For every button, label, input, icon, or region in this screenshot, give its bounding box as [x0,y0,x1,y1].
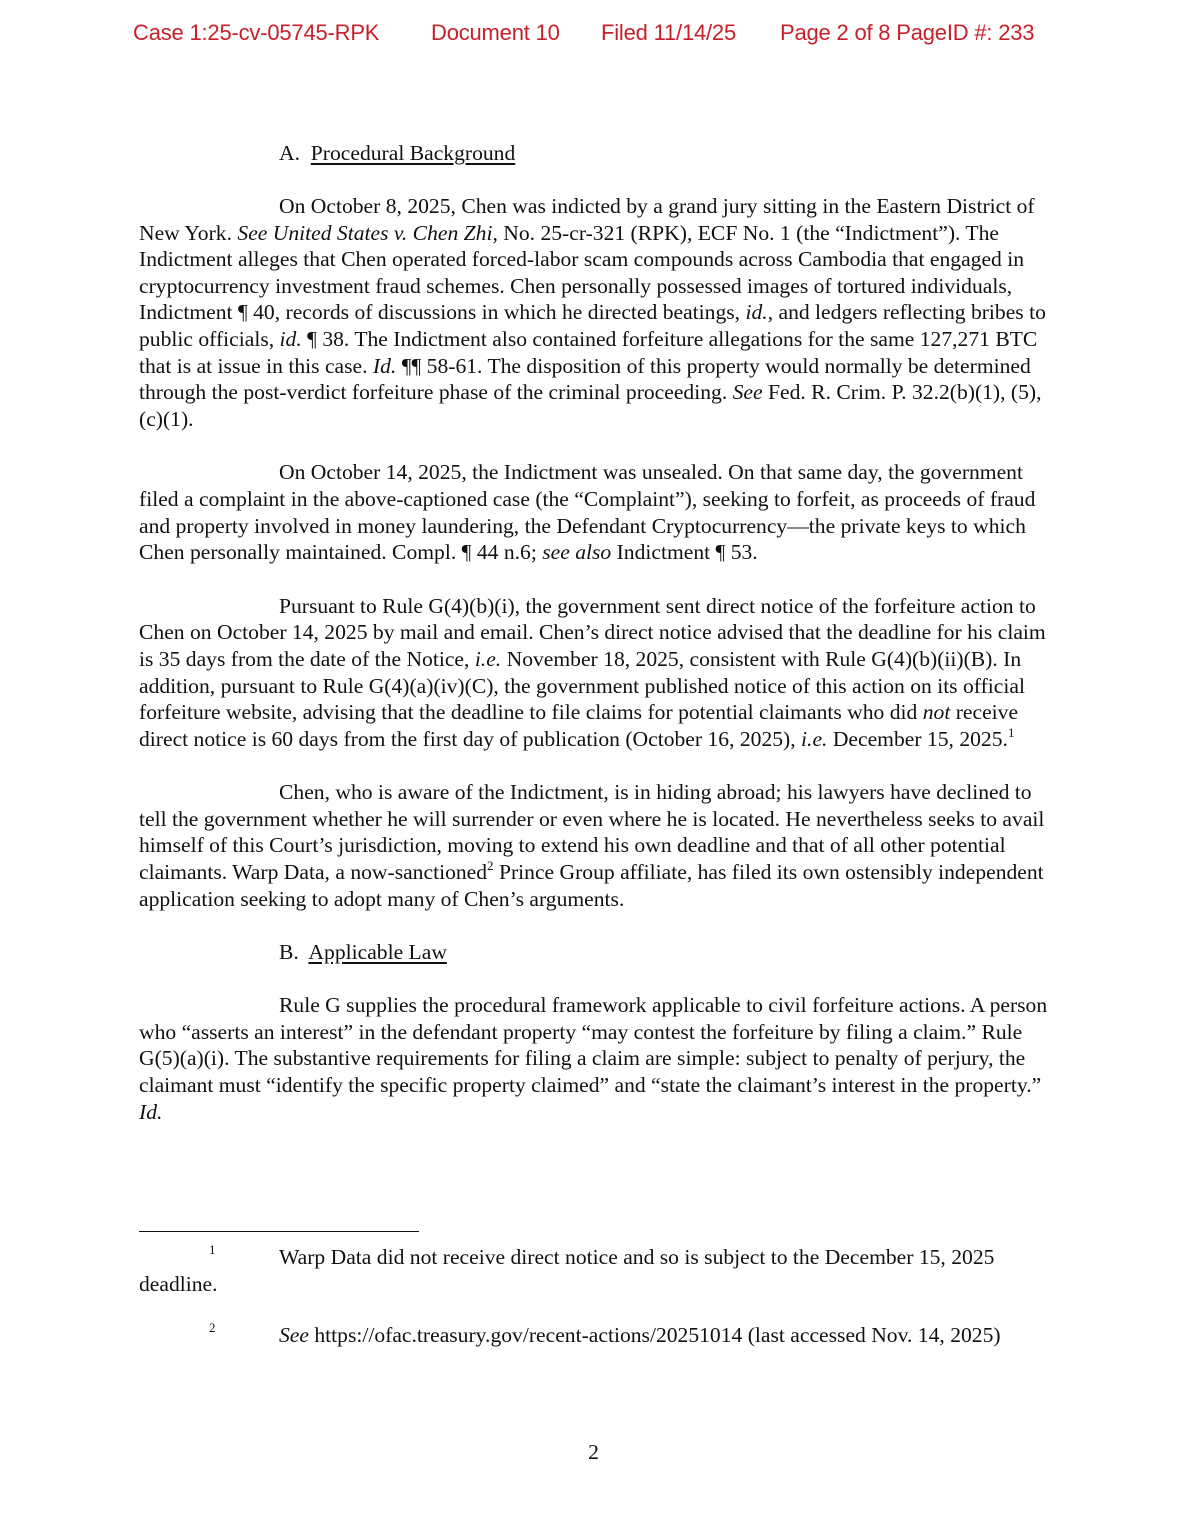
text-run: Rule G supplies the procedural framework applicable to civil forfeiture actions. A person who “asserts an interest” in the defendant property “may contest the forfeiture by filing a claim.” Rule G(5)(a)(i). The substantive requirements for filing a claim are simple: subject to penalty of perjury, the claimant must “identify the specific property claimed” and “state the claimant’s interest in the property.” [139,993,1048,1098]
footnote-text [139,1322,1019,1349]
paragraph [139,779,1049,912]
text-run: , No. 25-cr-321 (RPK), ECF No. 1 (the “Indictment”). The Indictment alleges that Chen operated forced-labor scam compounds across Cambodia that engaged in cryptocurrency investment fraud schemes. Chen personally possessed images of tortured individuals, Indictment ¶ 40, records of discussions in which he directed beatings, [139,220,1025,325]
filed-date: Filed 11/14/25 [601,20,737,45]
text-run: ¶ 38. The Indictment also contained forfeiture allegations for the same 127,271 BTC that is at issue in this case. [139,326,1038,378]
text-run: ¶¶ 58-61. The disposition of this property would normally be determined through the post-verdict forfeiture phase of the criminal proceeding. [139,353,1031,405]
section-heading-b [139,939,1049,966]
page-id: Page 2 of 8 PageID #: 233 [780,20,1035,45]
text-run: receive direct notice is 60 days from the first day of publication (October 16, 2025), [139,700,1019,751]
section-title: Applicable Law [308,940,447,965]
text-run: , and ledgers reflecting bribes to public officials, [139,300,1046,351]
section-letter: A. [279,141,300,165]
italic-text: Id. [139,1099,163,1124]
italic-text: see also [542,540,612,565]
section-letter: B. [279,940,299,965]
section-heading-a [139,140,1049,167]
text-run: https://ofac.treasury.gov/recent-actions/20251014 (last accessed Nov. 14, 2025) [308,1323,1001,1347]
document-body [139,140,1049,1125]
footnote-number: 1 [209,1242,216,1257]
page-number: 2 [588,1440,599,1464]
paragraph [139,593,1049,753]
italic-text: Id. [372,353,397,378]
italic-text: id. [279,326,302,351]
text-run: Chen, who is aware of the Indictment, is in hiding abroad; his lawyers have declined to tell the government whether he will surrender or even where he is located. He nevertheless seeks to avail himself of this Court’s jurisdiction, moving to extend his own deadline and that of all other potential claimants. Warp Data, a now-sanctioned [139,780,1045,885]
paragraph [139,459,1049,565]
italic-text: i.e. [474,646,502,671]
document-number: Document 10 [431,20,560,45]
case-number: Case 1:25-cv-05745-RPK [133,20,380,45]
italic-text: i.e. [801,726,828,751]
text-run: Prince Group affiliate, has filed its own ostensibly independent application seeking to adopt many of Chen’s arguments. [139,860,1044,911]
paragraph [139,193,1049,432]
text-run: On October 8, 2025, Chen was indicted by a grand jury sitting in the Eastern District of New York. [139,194,1035,245]
text-run: November 18, 2025, consistent with Rule G(4)(b)(ii)(B). In addition, pursuant to Rule G(4)(a)(iv)(C), the government published notice of this action on its official forfeiture website, advising that the deadline to file claims for potential claimants who did [139,646,1025,725]
paragraph [139,992,1049,1125]
text-run: Warp Data did not receive direct notice and so is subject to the December 15, 2025 deadline. [139,1245,995,1296]
italic-text: See [279,1323,309,1347]
footnote [139,1244,1019,1298]
text-run: Indictment ¶ 53. [611,540,758,565]
text-run: Fed. R. Crim. P. 32.2(b)(1), (5), (c)(1). [139,380,1042,431]
italic-text: id. [745,300,768,325]
text-run: Pursuant to Rule G(4)(b)(i), the government sent direct notice of the forfeiture action to Chen on October 14, 2025 by mail and email. Chen’s direct notice advised that the deadline for his claim is 35 days from the date of the Notice, [139,593,1046,671]
italic-text: See United States v. Chen Zhi [237,220,493,245]
ecf-header [133,20,1063,52]
section-title: Procedural Background [310,141,516,165]
footnote-reference[interactable]: 2 [487,858,494,874]
footnote-separator [139,1231,419,1232]
footnote-text [139,1244,1019,1298]
italic-text: not [922,700,951,725]
footnote [139,1322,1019,1349]
text-run: On October 14, 2025, the Indictment was unsealed. On that same day, the government filed a complaint in the above-captioned case (the “Complaint”), seeking to forfeit, as proceeds of fraud and property involved in money laundering, the Defendant Cryptocurrency—the private keys to which Chen personally maintained. Compl. ¶ 44 n.6; [139,460,1036,565]
text-run: December 15, 2025. [827,726,1008,751]
italic-text: See [732,380,763,405]
footnote-reference[interactable]: 1 [1007,724,1015,740]
footnote-number: 2 [209,1320,216,1335]
